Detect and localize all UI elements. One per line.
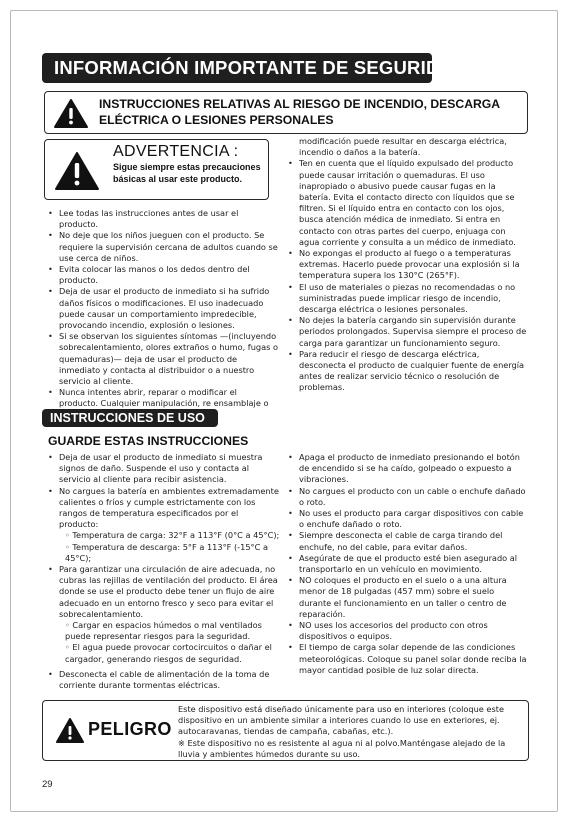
danger-label: PELIGRO	[88, 719, 172, 739]
list-item: • Asegúrate de que el producto esté bien asegurado al transportarlo en un vehículo en movimiento.	[288, 553, 528, 575]
safety-list-right	[288, 136, 528, 394]
list-item: • No uses el producto para cargar dispositivos con cable o enchufe dañado o roto.	[288, 508, 528, 530]
page-title: INFORMACIÓN IMPORTANTE DE SEGURIDAD	[42, 53, 432, 83]
list-item: • El tiempo de carga solar depende de las condiciones meteorológicas. Coloque su panel solar donde reciba la mayor cantidad posible de luz solar directa.	[288, 642, 528, 676]
warning-heading: ADVERTENCIA :	[113, 143, 239, 160]
list-item	[48, 564, 280, 665]
list-item: • El uso de materiales o piezas no recomendadas o no suministradas puede implicar riesgo de incendio, descarga eléctrica o lesiones personales.	[288, 282, 528, 316]
list-item-text: Para garantizar una circulación de aire adecuada, no cubras las rejillas de ventilación del producto. El área donde se use el producto debe tener un flujo de aire adecuado en un entorno fresco y seco para evitar el sobrecalentamiento.	[59, 564, 278, 619]
sub-item: ◦ Cargar en espacios húmedos o mal ventilados puede representar riesgos para la seguridad.	[65, 620, 262, 642]
danger-text-2: ※ Este dispositivo no es resistente al agua ni al polvo.Manténgase alejado de la lluvia y ambientes húmedos durante su uso.	[178, 737, 506, 759]
page-number: 29	[42, 779, 53, 790]
usage-list-right	[288, 452, 528, 676]
hazard-notice-text: INSTRUCCIONES RELATIVAS AL RIESGO DE INCENDIO, DESCARGA ELÉCTRICA O LESIONES PERSONALES	[99, 97, 500, 127]
list-item: • Si se observan los siguientes síntomas —(incluyendo sobrecalentamiento, olores extraños o humo, fugas o quemaduras)— deja de usar el producto de inmediato y contacta al distribuidor o a nuestro servicio al cliente.	[48, 331, 278, 387]
sub-item: ◦ Temperatura de carga: 32°F a 113°F (0°C a 45°C);	[65, 530, 280, 541]
warning-triangle-icon	[54, 151, 100, 191]
sub-item: ◦ El agua puede provocar cortocircuitos o dañar el cargador, generando riesgos de seguridad.	[65, 642, 272, 664]
danger-box	[42, 700, 529, 761]
list-item: • No cargues el producto con un cable o enchufe dañado o roto.	[288, 486, 528, 508]
list-item: • Ten en cuenta que el líquido expulsado del producto puede causar irritación o quemaduras. El uso inapropiado o abusivo puede causar fugas en la batería. Evita el contacto directo con líquidos que se filtren. Si el líquido entra en contacto con los ojos, busca atención médica de inmediato. Si entra en contacto con otras partes del cuerpo, enjuaga con agua corriente y consulta a un médico de inmediato.	[288, 158, 528, 248]
list-item: • No dejes la batería cargando sin supervisión durante periodos prolongados. Supervisa siempre el proceso de carga para garantizar un funcionamiento seguro.	[288, 315, 528, 349]
list-item: • Evita colocar las manos o los dedos dentro del producto.	[48, 264, 278, 286]
list-item: • Apaga el producto de inmediato presionando el botón de encendido si se ha caído, golpeado o expuesto a vibraciones.	[288, 452, 528, 486]
list-item-text: No cargues la batería en ambientes extremadamente calientes o fríos y cumple estrictamente con los rangos de temperatura especificados por el producto:	[59, 485, 279, 530]
save-instructions-heading: GUARDE ESTAS INSTRUCCIONES	[48, 434, 249, 448]
danger-text	[178, 704, 523, 760]
safety-list-left	[48, 208, 278, 410]
list-item: • Lee todas las instrucciones antes de usar el producto.	[48, 208, 278, 230]
list-item: • NO coloques el producto en el suelo o a una altura menor de 18 pulgadas (457 mm) sobre el suelo durante el funcionamiento en un taller o centro de reparación.	[288, 575, 528, 620]
warning-triangle-icon	[53, 98, 89, 129]
list-item	[48, 669, 280, 691]
warning-box	[44, 139, 269, 200]
list-item: • Siempre desconecta el cable de carga tirando del enchufe, no del cable, para evitar daños.	[288, 530, 528, 552]
list-item: • Para reducir el riesgo de descarga eléctrica, desconecta el producto de cualquier fuente de energía antes de realizar servicio técnico o resolución de problemas.	[288, 349, 528, 394]
list-item: • Nunca intentes abrir, reparar o modificar el producto. Cualquier manipulación, re ensamblaje o	[48, 387, 278, 409]
list-item: • Deja de usar el producto de inmediato si ha sufrido daños físicos o modificaciones. El uso inadecuado puede causar un comportamiento impredecible, provocando incendio, explosión o lesiones.	[48, 286, 278, 331]
hazard-notice-box	[44, 91, 528, 134]
usage-list-left	[48, 452, 280, 691]
sub-item: ◦ Temperatura de descarga: 5°F a 113°F (-15°C a 45°C);	[65, 541, 268, 563]
list-item-continuation: modificación puede resultar en descarga eléctrica, incendio o daños a la batería.	[299, 136, 507, 158]
section-heading-usage: INSTRUCCIONES DE USO	[42, 409, 218, 427]
list-item: • No expongas el producto al fuego o a temperaturas extremas. Hacerlo puede provocar una explosión si la temperatura supera los 130°C (265°F).	[288, 248, 528, 282]
list-item-text: Desconecta el cable de alimentación de la toma de corriente durante tormentas eléctricas.	[59, 668, 270, 691]
warning-triangle-icon	[55, 717, 85, 744]
danger-text-1: Este dispositivo está diseñado únicamente para uso en interiores (coloque este dispositivo en un ambiente similar a interiores cuando lo use en exteriores, ej. autocaravanas, tiendas de campaña, cabañas, etc.).	[178, 704, 504, 737]
list-item	[48, 486, 280, 564]
list-item	[48, 452, 280, 486]
warning-subtext: Sigue siempre estas precauciones básicas al usar este producto.	[113, 162, 261, 184]
list-item: • NO uses los accesorios del producto con otros dispositivos o equipos.	[288, 620, 528, 642]
list-item-text: Deja de usar el producto de inmediato si muestra signos de daño. Suspende el uso y contacta al servicio al cliente para recibir asistencia.	[59, 452, 263, 485]
list-item: • No deje que los niños jueguen con el producto. Se requiere la supervisión cercana de adultos cuando se use cerca de niños.	[48, 230, 278, 264]
